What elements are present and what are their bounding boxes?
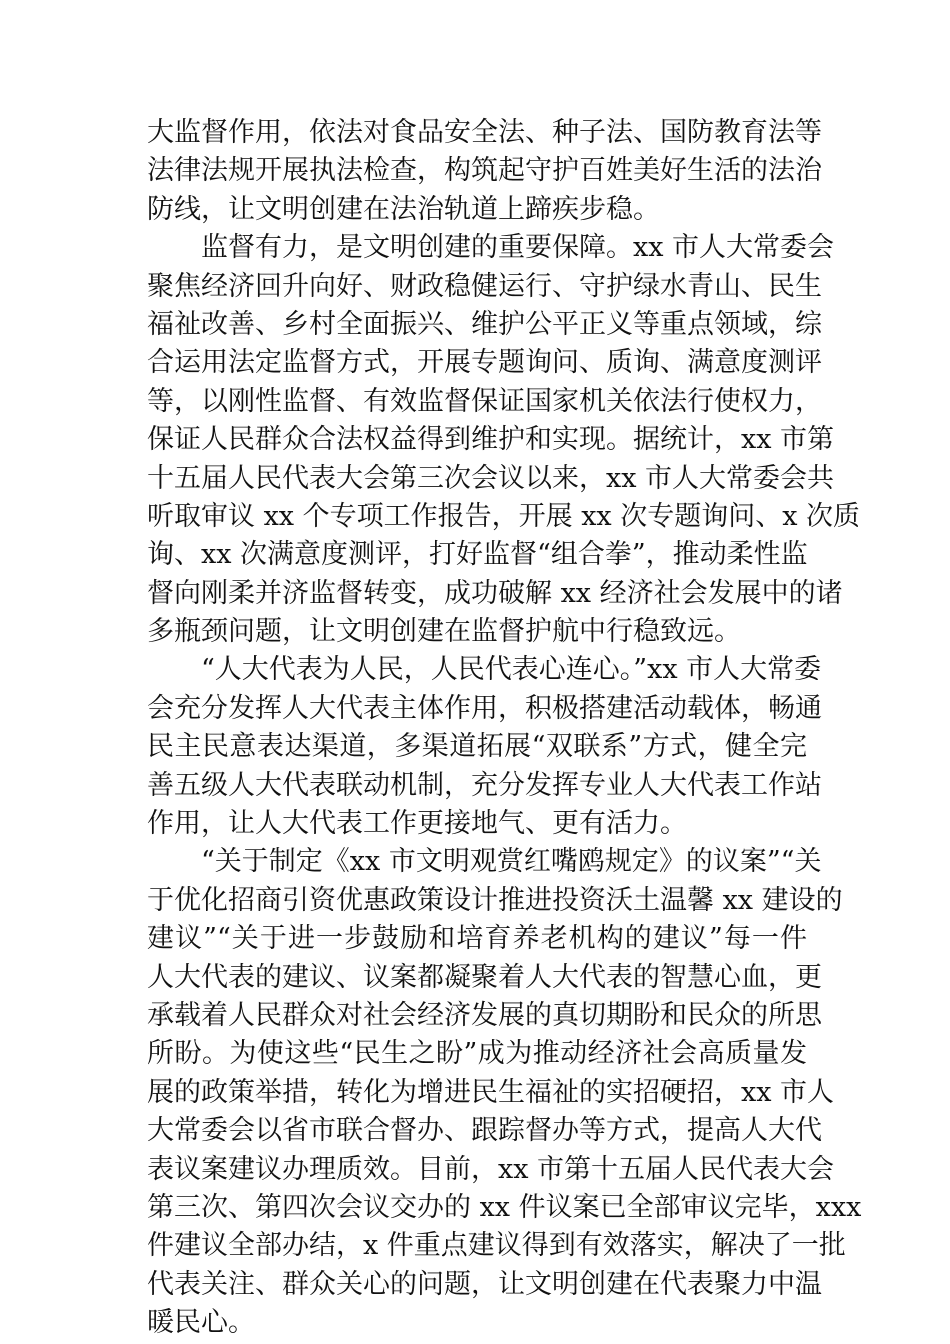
text-line: 询、xx 次满意度测评，打好监督“组合拳”，推动柔性监 <box>147 539 808 571</box>
text-line: 民主民意表达渠道，多渠道拓展“双联系”方式，健全完 <box>147 731 807 763</box>
text-line: 表议案建议办理质效。目前，xx 市第十五届人民代表大会 <box>147 1153 835 1185</box>
text-line: 福祉改善、乡村全面振兴、维护公平正义等重点领域，综 <box>147 308 822 340</box>
text-line: 善五级人大代表联动机制，充分发挥专业人大代表工作站 <box>147 769 822 801</box>
text-line: 作用，让人大代表工作更接地气、更有活力。 <box>147 808 687 840</box>
text-line: 大常委会以省市联合督办、跟踪督办等方式，提高人大代 <box>147 1115 822 1147</box>
paragraph-3 <box>147 651 822 843</box>
text-line: 法律法规开展执法检查，构筑起守护百姓美好生活的法治 <box>147 155 822 187</box>
paragraph-4 <box>147 843 862 1342</box>
paragraph-1 <box>147 114 822 229</box>
text-line: 所盼。为使这些“民生之盼”成为推动经济社会高质量发 <box>147 1038 807 1070</box>
text-line: 聚焦经济回升向好、财政稳健运行、守护绿水青山、民生 <box>147 270 822 302</box>
text-line: 代表关注、群众关心的问题，让文明创建在代表聚力中温 <box>147 1268 822 1300</box>
text-line: 督向刚柔并济监督转变，成功破解 xx 经济社会发展中的诸 <box>147 577 843 609</box>
text-line: 于优化招商引资优惠政策设计推进投资沃土温馨 xx 建设的 <box>147 884 843 916</box>
text-line: 保证人民群众合法权益得到维护和实现。据统计，xx 市第 <box>147 424 835 456</box>
text-line: “关于制定《xx 市文明观赏红嘴鸥规定》的议案”“关 <box>201 846 822 878</box>
paragraph-2 <box>147 229 861 651</box>
text-line: 监督有力，是文明创建的重要保障。xx 市人大常委会 <box>201 232 835 264</box>
text-line: 听取审议 xx 个专项工作报告，开展 xx 次专题询问、x 次质 <box>147 500 861 532</box>
text-line: 建议”“关于进一步鼓励和培育养老机构的建议”每一件 <box>147 923 807 955</box>
text-line: 第三次、第四次会议交办的 xx 件议案已全部审议完毕，xxx <box>147 1191 862 1223</box>
text-line: 防线，让文明创建在法治轨道上蹄疾步稳。 <box>147 193 660 225</box>
text-line: 多瓶颈问题，让文明创建在监督护航中行稳致远。 <box>147 616 741 648</box>
text-line: 大监督作用，依法对食品安全法、种子法、国防教育法等 <box>147 117 822 148</box>
text-line: 合运用法定监督方式，开展专题询问、质询、满意度测评 <box>147 347 822 379</box>
text-line: 会充分发挥人大代表主体作用，积极搭建活动载体，畅通 <box>147 692 822 724</box>
text-line: 十五届人民代表大会第三次会议以来，xx 市人大常委会共 <box>147 462 835 494</box>
text-line: 展的政策举措，转化为增进民生福祉的实招硬招，xx 市人 <box>147 1076 835 1108</box>
text-line: “人大代表为人民，人民代表心连心。”xx 市人大常委 <box>201 654 822 686</box>
text-line: 件建议全部办结，x 件重点建议得到有效落实，解决了一批 <box>147 1230 846 1262</box>
text-line: 暖民心。 <box>147 1307 255 1339</box>
text-line: 承载着人民群众对社会经济发展的真切期盼和民众的所思 <box>147 999 822 1031</box>
text-line: 等，以刚性监督、有效监督保证国家机关依法行使权力， <box>147 385 822 417</box>
document-body <box>147 114 862 1343</box>
text-line: 人大代表的建议、议案都凝聚着人大代表的智慧心血，更 <box>147 961 822 993</box>
